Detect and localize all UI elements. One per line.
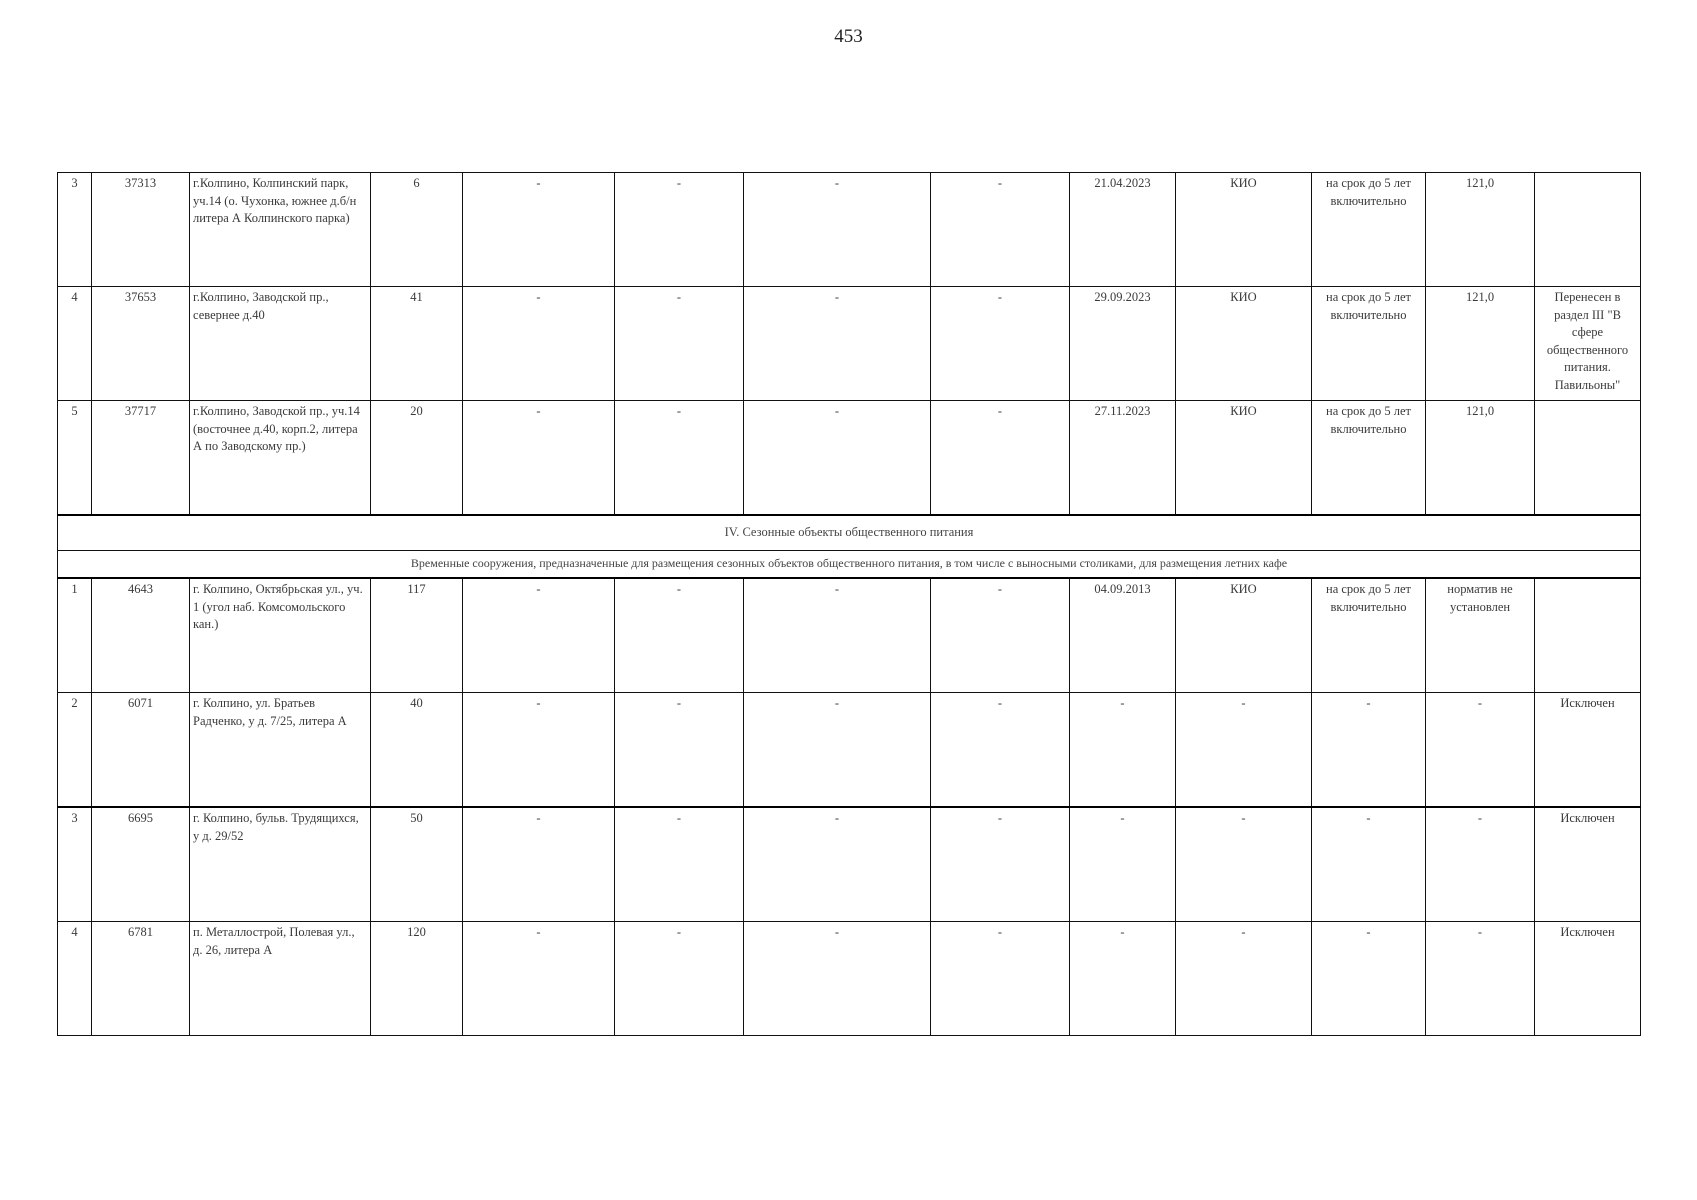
address-cell: г.Колпино, Заводской пр., уч.14 (восточнее д.40, корп.2, литера А по Заводскому пр.) [190, 401, 371, 516]
col6-cell: - [615, 578, 744, 693]
col6-cell: - [615, 693, 744, 808]
norm-cell: - [1426, 807, 1535, 922]
date-cell: 21.04.2023 [1070, 173, 1176, 287]
registry-id-cell: 37653 [92, 287, 190, 401]
col7-cell: - [744, 287, 931, 401]
date-cell: - [1070, 922, 1176, 1036]
norm-cell: 121,0 [1426, 173, 1535, 287]
col5-cell: - [463, 922, 615, 1036]
term-cell: - [1312, 693, 1426, 808]
col8-cell: - [931, 807, 1070, 922]
term-cell: на срок до 5 лет включительно [1312, 173, 1426, 287]
col5-cell: - [463, 287, 615, 401]
organization-cell: КИО [1176, 401, 1312, 516]
term-cell: на срок до 5 лет включительно [1312, 578, 1426, 693]
page-number: 453 [834, 26, 863, 47]
registry-id-cell: 6781 [92, 922, 190, 1036]
col8-cell: - [931, 401, 1070, 516]
table-body-part-a [58, 173, 1641, 516]
col8-cell: - [931, 287, 1070, 401]
row-number-cell: 3 [58, 807, 92, 922]
date-cell: 27.11.2023 [1070, 401, 1176, 516]
table-row [58, 401, 1641, 516]
address-cell: г. Колпино, Октябрьская ул., уч. 1 (угол наб. Комсомольского кан.) [190, 578, 371, 693]
area-cell: 40 [371, 693, 463, 808]
address-cell: г.Колпино, Колпинский парк, уч.14 (о. Чухонка, южнее д.б/н литера А Колпинского парка) [190, 173, 371, 287]
section-header [58, 515, 1641, 578]
row-number-cell: 5 [58, 401, 92, 516]
address-cell: п. Металлострой, Полевая ул., д. 26, литера А [190, 922, 371, 1036]
col6-cell: - [615, 173, 744, 287]
area-cell: 20 [371, 401, 463, 516]
col7-cell: - [744, 807, 931, 922]
table-row [58, 578, 1641, 693]
norm-cell: - [1426, 693, 1535, 808]
table-body-part-b [58, 578, 1641, 1036]
norm-cell: - [1426, 922, 1535, 1036]
subsection-title: Временные сооружения, предназначенные для размещения сезонных объектов общественного питания, в том числе с выносными столиками, для размещения летних кафе [58, 551, 1641, 579]
col7-cell: - [744, 401, 931, 516]
row-number-cell: 3 [58, 173, 92, 287]
col7-cell: - [744, 922, 931, 1036]
col8-cell: - [931, 173, 1070, 287]
row-number-cell: 2 [58, 693, 92, 808]
date-cell: 04.09.2013 [1070, 578, 1176, 693]
col6-cell: - [615, 287, 744, 401]
row-number-cell: 4 [58, 287, 92, 401]
table-row [58, 173, 1641, 287]
term-cell: - [1312, 922, 1426, 1036]
term-cell: - [1312, 807, 1426, 922]
table-row [58, 922, 1641, 1036]
col5-cell: - [463, 401, 615, 516]
col5-cell: - [463, 578, 615, 693]
area-cell: 50 [371, 807, 463, 922]
organization-cell: КИО [1176, 287, 1312, 401]
col7-cell: - [744, 578, 931, 693]
table-row [58, 287, 1641, 401]
note-cell [1535, 173, 1641, 287]
organization-cell: - [1176, 693, 1312, 808]
col5-cell: - [463, 173, 615, 287]
organization-cell: - [1176, 807, 1312, 922]
note-cell [1535, 578, 1641, 693]
organization-cell: КИО [1176, 173, 1312, 287]
organization-cell: КИО [1176, 578, 1312, 693]
registry-id-cell: 6695 [92, 807, 190, 922]
address-cell: г.Колпино, Заводской пр., севернее д.40 [190, 287, 371, 401]
note-cell: Исключен [1535, 807, 1641, 922]
section-title: IV. Сезонные объекты общественного питания [58, 515, 1641, 551]
table-row [58, 693, 1641, 808]
objects-table [57, 172, 1641, 1036]
note-cell: Исключен [1535, 922, 1641, 1036]
date-cell: 29.09.2023 [1070, 287, 1176, 401]
col7-cell: - [744, 693, 931, 808]
norm-cell: 121,0 [1426, 401, 1535, 516]
table-row [58, 807, 1641, 922]
organization-cell: - [1176, 922, 1312, 1036]
norm-cell: норматив не установлен [1426, 578, 1535, 693]
term-cell: на срок до 5 лет включительно [1312, 287, 1426, 401]
address-cell: г. Колпино, бульв. Трудящихся, у д. 29/52 [190, 807, 371, 922]
note-cell [1535, 401, 1641, 516]
col6-cell: - [615, 922, 744, 1036]
registry-id-cell: 4643 [92, 578, 190, 693]
area-cell: 120 [371, 922, 463, 1036]
row-number-cell: 1 [58, 578, 92, 693]
col7-cell: - [744, 173, 931, 287]
col8-cell: - [931, 693, 1070, 808]
norm-cell: 121,0 [1426, 287, 1535, 401]
col5-cell: - [463, 693, 615, 808]
date-cell: - [1070, 807, 1176, 922]
col6-cell: - [615, 401, 744, 516]
row-number-cell: 4 [58, 922, 92, 1036]
col5-cell: - [463, 807, 615, 922]
registry-id-cell: 37717 [92, 401, 190, 516]
note-cell: Исключен [1535, 693, 1641, 808]
col8-cell: - [931, 578, 1070, 693]
area-cell: 117 [371, 578, 463, 693]
address-cell: г. Колпино, ул. Братьев Радченко, у д. 7/25, литера А [190, 693, 371, 808]
area-cell: 41 [371, 287, 463, 401]
term-cell: на срок до 5 лет включительно [1312, 401, 1426, 516]
area-cell: 6 [371, 173, 463, 287]
col6-cell: - [615, 807, 744, 922]
date-cell: - [1070, 693, 1176, 808]
note-cell: Перенесен в раздел III "В сфере общественного питания. Павильоны" [1535, 287, 1641, 401]
subsection-row [58, 551, 1641, 579]
registry-id-cell: 37313 [92, 173, 190, 287]
col8-cell: - [931, 922, 1070, 1036]
registry-id-cell: 6071 [92, 693, 190, 808]
section-row [58, 515, 1641, 551]
